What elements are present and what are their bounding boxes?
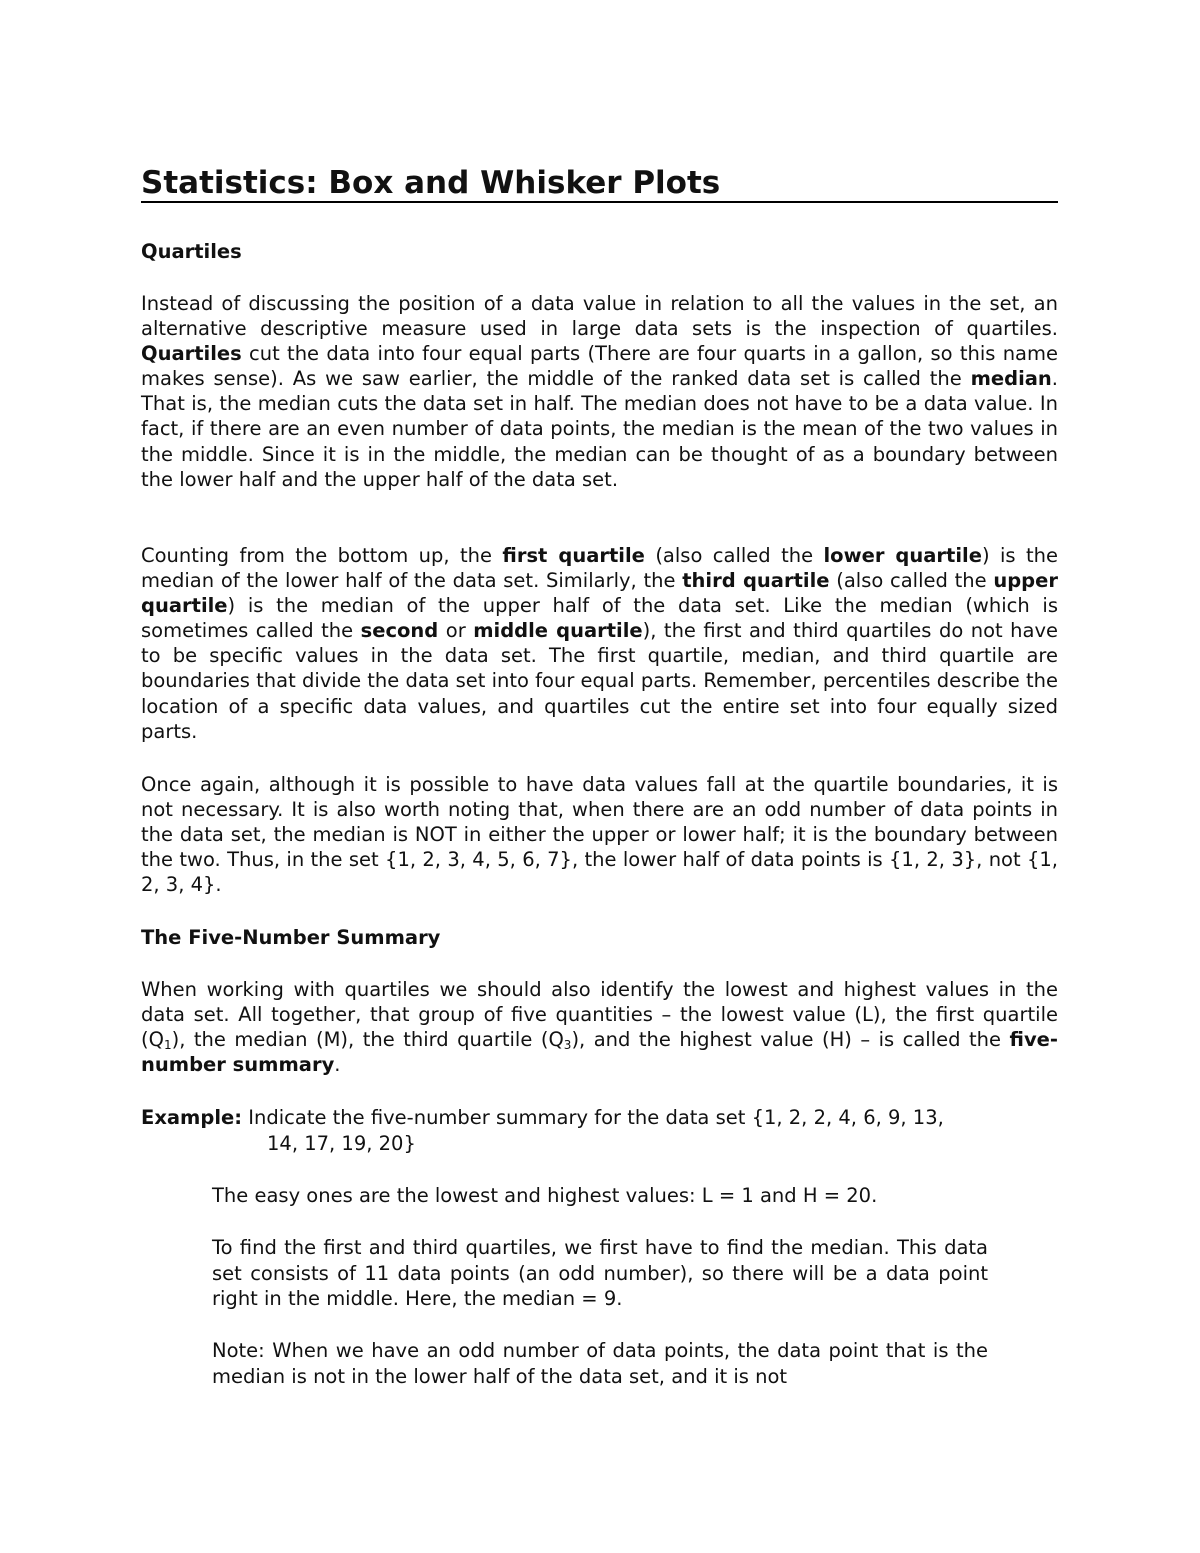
paragraph-quartiles-intro: Instead of discussing the position of a data value in relation to all the values in the set, an alternative descriptive measure used in large data sets is the inspection of quartiles. Quartiles cut the data into four equal parts (There are four quarts in a gallon, so this name makes sense). As we saw earlier, the middle of the ranked data set is called the median. That is, the median cuts the data set in half. The median does not have to be a data value. In fact, if there are an even number of data points, the median is the mean of the two values in the middle. Since it is in the middle, the median can be thought of as a boundary between the lower half and the upper half of the data set. <box>141 292 1058 491</box>
paragraph-quartile-definitions: Counting from the bottom up, the first quartile (also called the lower quartile) is the median of the lower half of the data set. Similarly, the third quartile (also called the upper quartile) is the median of the upper half of the data set. Like the median (which is sometimes called the second or middle quartile), the first and third quartiles do not have to be specific values in the data set. The first quartile, median, and third quartile are boundaries that divide the data set into four equal parts. Remember, percentiles describe the location of a specific data values, and quartiles cut the entire set into four equally sized parts. <box>141 544 1059 743</box>
example-label: Example: <box>141 1106 243 1129</box>
example-prompt: Example: Indicate the five-number summary for the data set {1, 2, 2, 4, 6, 9, 13, <box>141 1106 944 1129</box>
example-step-low-high: The easy ones are the lowest and highest values: L = 1 and H = 20. <box>212 1184 878 1207</box>
example-step-median: To find the first and third quartiles, we first have to find the median. This data set consists of 11 data points (an odd number), so there will be a data point right in the middle. Here, the median = 9. <box>212 1236 988 1310</box>
paragraph-five-number-summary: When working with quartiles we should also identify the lowest and highest values in the data set. All together, that group of five quantities – the lowest value (L), the first quartile $(Q_1)$, the median (M), the third quartile $(Q_3)$, and the highest value (H) – is called the five-number summary. <box>141 978 1058 1077</box>
heading-five-number-summary: The Five-Number Summary <box>141 926 441 949</box>
page-title: Statistics: Box and Whisker Plots <box>141 165 721 201</box>
example-note: Note: When we have an odd number of data points, the data point that is the median is not in the lower half of the data set, and it is not <box>212 1339 988 1388</box>
paragraph-quartile-boundaries: Once again, although it is possible to have data values fall at the quartile boundaries, it is not necessary. It is also worth noting that, when there are an odd number of data points in the data set, the median is NOT in either the upper or lower half; it is the boundary between the two. Thus, in the set {1, 2, 3, 4, 5, 6, 7}, the lower half of data points is {1, 2, 3}, not {1, 2, 3, 4}. <box>141 773 1058 897</box>
heading-quartiles: Quartiles <box>141 240 242 263</box>
title-underline <box>141 201 1058 203</box>
example-prompt-continued: 14, 17, 19, 20} <box>267 1132 416 1155</box>
